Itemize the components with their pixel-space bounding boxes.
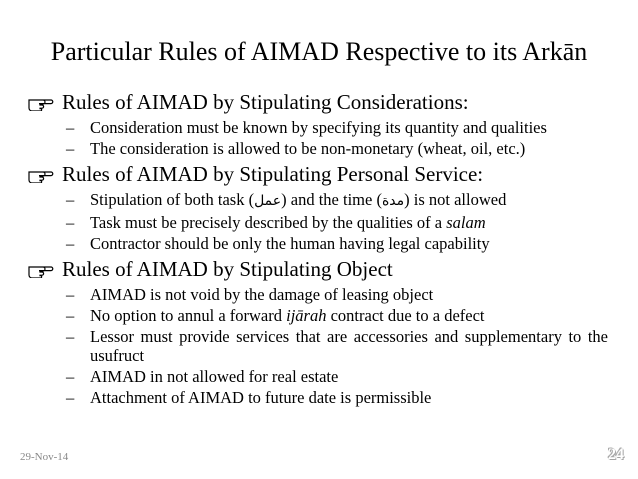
page-number: 24: [608, 446, 624, 463]
list-item: – AIMAD in not allowed for real estate: [66, 367, 339, 386]
section-heading-text: Rules of AIMAD by Stipulating Object: [62, 257, 393, 281]
footer-date: 29-Nov-14: [20, 451, 69, 463]
section-items: [66, 118, 608, 158]
list-item: – AIMAD is not void by the damage of leasing object: [66, 285, 434, 304]
section-items: [66, 190, 608, 253]
section-heading: [28, 257, 608, 283]
list-item: – No option to annul a forward ijārah contract due to a defect: [66, 306, 485, 325]
list-item: – Lessor must provide services that are accessories and supplementary to the usufruct: [66, 327, 608, 365]
list-item: – Stipulation of both task (عمل) and the time (مدة) is not allowed: [66, 190, 507, 209]
section-heading: [28, 90, 608, 116]
list-item: – The consideration is allowed to be non-monetary (wheat, oil, etc.): [66, 139, 526, 158]
slide-body: [28, 86, 608, 407]
section-items: [66, 285, 608, 407]
list-item: – Task must be precisely described by the qualities of a salam: [66, 213, 486, 232]
list-item: – Contractor should be only the human having legal capability: [66, 234, 490, 253]
section-heading-text: Rules of AIMAD by Stipulating Personal Service:: [62, 162, 484, 186]
pointing-hand-icon: [28, 258, 62, 283]
list-item: – Attachment of AIMAD to future date is permissible: [66, 388, 432, 407]
list-item: – Consideration must be known by specifying its quantity and qualities: [66, 118, 547, 137]
section-heading-text: Rules of AIMAD by Stipulating Considerations:: [62, 90, 469, 114]
section-heading: [28, 162, 608, 188]
slide-title: Particular Rules of AIMAD Respective to its Arkān: [50, 37, 588, 66]
pointing-hand-icon: [28, 163, 62, 188]
pointing-hand-icon: [28, 91, 62, 116]
